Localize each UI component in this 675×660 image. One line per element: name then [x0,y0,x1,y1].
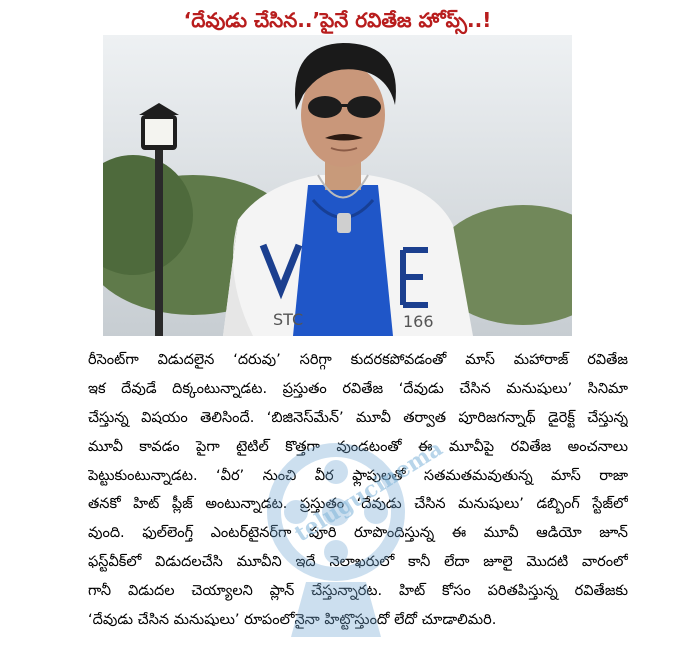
article-photo [103,35,572,336]
body-line: ‘దేవుడు చేసిన మనుషులు’ రూపంలోనైనా హిట్టొస్తుందో లేదో చూడాలిమరి. [88,612,497,629]
body-line: రీసెంట్‌గా విడుదలైన ‘దరువు’ సరిగ్గా కుదరకపోవడంతో మాస్ మహారాజ్ రవితేజ [88,352,628,368]
body-line: చేస్తున్న విషయం తెలిసిందే. ‘బిజినెస్‌మేన్’ మూవీ తర్వాత పూరిజగన్నాథ్ డైరెక్ట్ చేస్తున్న [88,409,628,426]
body-line: తనకో హిట్ ప్లీజ్ అంటున్నాడట. ప్రస్తుతం ‘దేవుడు చేసిన మనుషులు’ డబ్బింగ్ స్టేజ్‌లో [88,496,628,513]
body-line: గానీ విడుదల చెయ్యాలని ప్లాన్ చేస్తున్నారట. హిట్ కోసం పరితపిస్తున్న రవితేజకు [88,583,628,600]
body-line: వుంది. ఫుల్‌లెంగ్త్ ఎంటర్‌టైనర్‌గా పూరి రూపొందిస్తున్న ఈ మూవీ ఆడియో జూన్ [88,525,628,542]
watermark-text: telugucinema [290,435,448,548]
body-line: ఫస్ట్‌వీక్‌లో విడుదలచేసి మూవీని ఇదే నెలాఖరులో కానీ లేదా జూలై మొదటి వారంలో [88,554,628,571]
svg-text:STC: STC [273,310,304,329]
body-line: మూవీ కావడం పైగా టైటిల్ కొత్తగా వుండటంతో ఈ మూవీపై రవితేజ అంచనాలు [88,438,628,455]
body-line: పెట్టుకుంటున్నాడట. ‘వీర’ నుంచి వీర ఫ్లాపులతో సతమతమవుతున్న మాస్ రాజా [88,467,628,484]
svg-text:166: 166 [403,312,434,331]
article-title: ‘దేవుడు చేసిన..’పైనే రవితేజ హోప్స్..! [183,8,492,32]
portrait-photo-icon [103,35,572,336]
body-line: ఇక దేవుడే దిక్కంటున్నాడట. ప్రస్తుతం రవితేజ ‘దేవుడు చేసిన మనుషులు’ సినిమా [88,380,628,397]
